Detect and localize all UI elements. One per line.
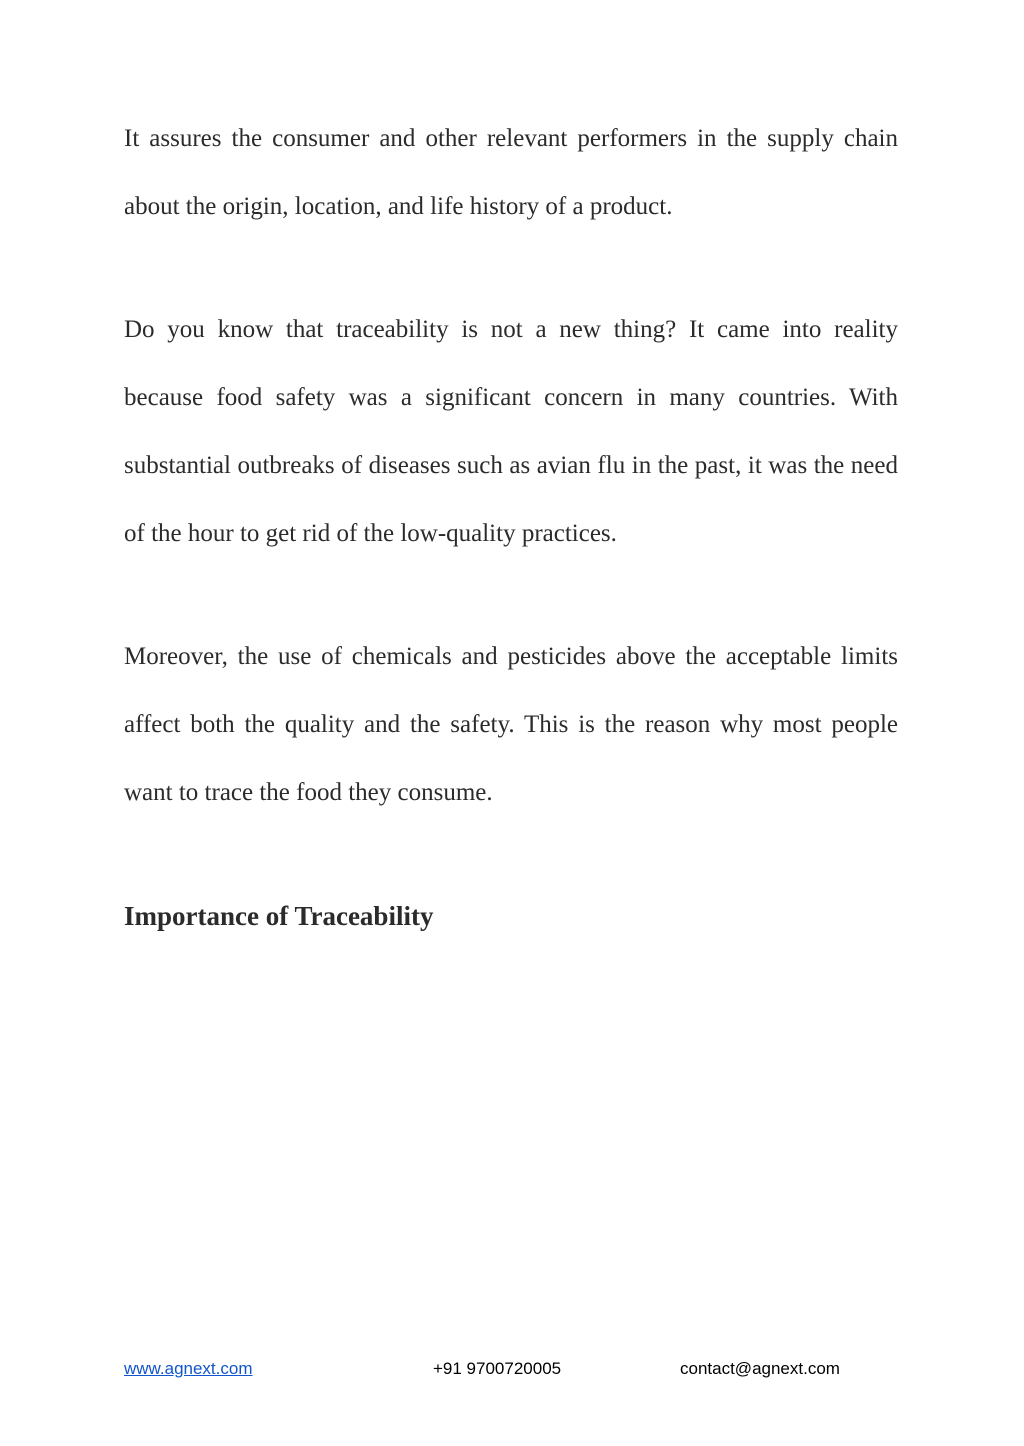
paragraph-spacer: [124, 827, 898, 882]
paragraph-spacer: [124, 241, 898, 296]
paragraph-chemicals: Moreover, the use of chemicals and pesticides above the acceptable limits affect both the quality and the safety. This is the reason why most people want to trace the food they consume.: [124, 643, 898, 806]
phone-number: +91 9700720005: [433, 1359, 562, 1378]
paragraph-origin: It assures the consumer and other relevant performers in the supply chain about the origin, location, and life history of a product.: [124, 125, 898, 220]
page-footer: [0, 1359, 1024, 1383]
document-body: [124, 105, 898, 950]
paragraph-history: Do you know that traceability is not a new thing? It came into reality because food safety was a significant concern in many countries. With substantial outbreaks of diseases such as avian flu in the past, it was the need of the hour to get rid of the low-quality practices.: [124, 316, 898, 547]
section-heading: Importance of Traceability: [124, 901, 434, 931]
contact-email: contact@agnext.com: [680, 1359, 840, 1378]
paragraph-spacer: [124, 568, 898, 623]
website-link[interactable]: www.agnext.com: [124, 1359, 253, 1378]
